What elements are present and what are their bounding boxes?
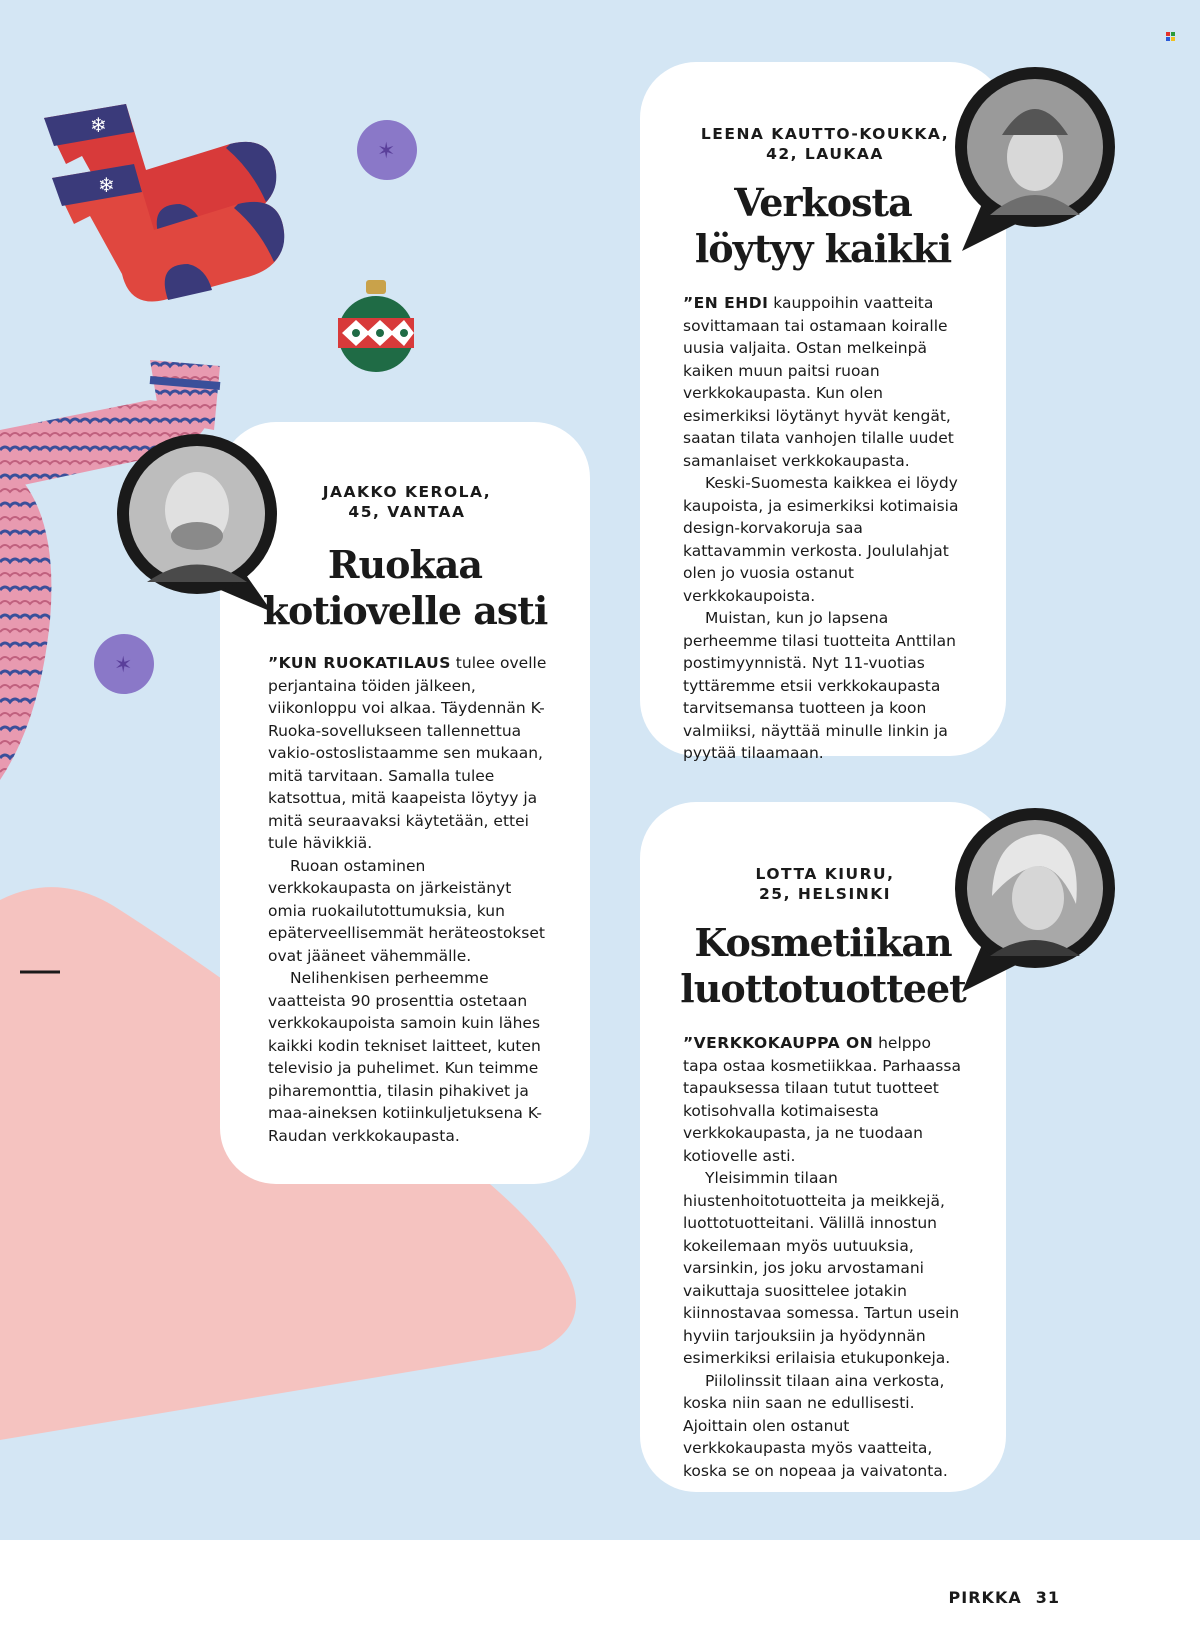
svg-text:❄: ❄ [90,113,107,137]
page-footer [949,1588,1060,1607]
article-text-jaakko: ”KUN RUOKATILAUS tulee ovelle perjantaina töiden jälkeen, viikonloppu voi alkaa. Täydennän K-Ruoka-sovellukseen tallennettua vakio-ostoslistaamme sen mukaan, mitä tarvitaan. Samalla tulee katsottua, mitä kaapeista löytyy ja mitä seuraavaksi käytetään, ettei tule hävikkiä. Ruoan ostaminen verkkokaupasta on järkeistänyt omia ruokailutottumuksia, kun epäterveellisemmät heräteostokset ovat jääneet vähemmälle. Nelihenkisen perheemme vaatteista 90 prosenttia ostetaan verkkokaupoista samoin kuin lähes kaikki kodin tekniset laitteet, kuten televisio ja puhelimet. Kun teimme piharemonttia, tilasin pihakivet ja maa-aineksen kotiinkuljetuksena K-Raudan verkkokaupasta. [268,654,547,1145]
blueberry-illustration [355,118,419,182]
page-number: 31 [1035,1588,1060,1607]
christmas-ornament-illustration [336,278,416,374]
headline-jaakko: Ruokaa kotiovelle asti [262,542,548,633]
article-text-leena: ”EN EHDI kauppoihin vaatteita sovittamaan tai ostamaan koiralle uusia valjaita. Ostan melkeinpä kaiken muun paitsi ruoan verkkokaupasta. Kun olen esimerkiksi löytänyt hyvät kengät, saatan tilata vanhojen tilalle uudet samanlaiset verkkokaupasta. Keski-Suomesta kaikkea ei löydy kaupoista, ja esimerkiksi kotimaisia design-korvakoruja saa kattavammin verkosta. Joululahjat olen jo vuosia ostanut verkkokaupoista. Muistan, kun jo lapsena perheemme tilasi tuotteita Anttilan postimyynnistä. Nyt 11-vuotias tyttäremme etsii verkkokaupasta tarvitsemansa tuotteen ja koon valmiiksi, näyttää minulle linkin ja pyytää tilaamaan. [683,294,959,762]
headline-lotta: Kosmetiikan luottotuotteet [680,920,966,1011]
color-marker-icon [1166,32,1175,41]
headline-leena: Verkosta löytyy kaikki [694,180,952,271]
person-name-leena: LEENA KAUTTO-KOUKKA, 42, LAUKAA [700,125,950,163]
person-name-lotta: LOTTA KIURU, 25, HELSINKI [755,865,895,903]
svg-text:✶: ✶ [114,653,133,678]
magazine-name: PIRKKA [948,1588,1022,1607]
christmas-socks-illustration [30,100,290,330]
article-text-lotta: ”VERKKOKAUPPA ON helppo tapa ostaa kosmetiikkaa. Parhaassa tapauksessa tilaan tutut tuotteet kotisohvalla kotimaisesta verkkokaupasta, ja ne tuodaan kotiovelle asti. Yleisimmin tilaan hiustenhoitotuotteita ja meikkejä, luottotuotteitani. Välillä innostun kokeilemaan myös uutuuksia, varsinkin, jos joku arvostamani vaikuttaja suosittelee jotakin kiinnostavaa somessa. Tartun usein hyviin tarjouksiin ja hyödynnän esimerkiksi erilaisia etukuponkeja. Piilolinssit tilaan aina verkosta, koska niin saan ne edullisesti. Ajoittain olen ostanut verkkokaupasta myös vaatteita, koska se on nopeaa ja vaivatonta. [683,1034,961,1480]
svg-text:✶: ✶ [377,139,396,164]
svg-text:❄: ❄ [98,173,115,197]
person-name-jaakko: JAAKKO KEROLA, 45, VANTAA [322,483,492,521]
